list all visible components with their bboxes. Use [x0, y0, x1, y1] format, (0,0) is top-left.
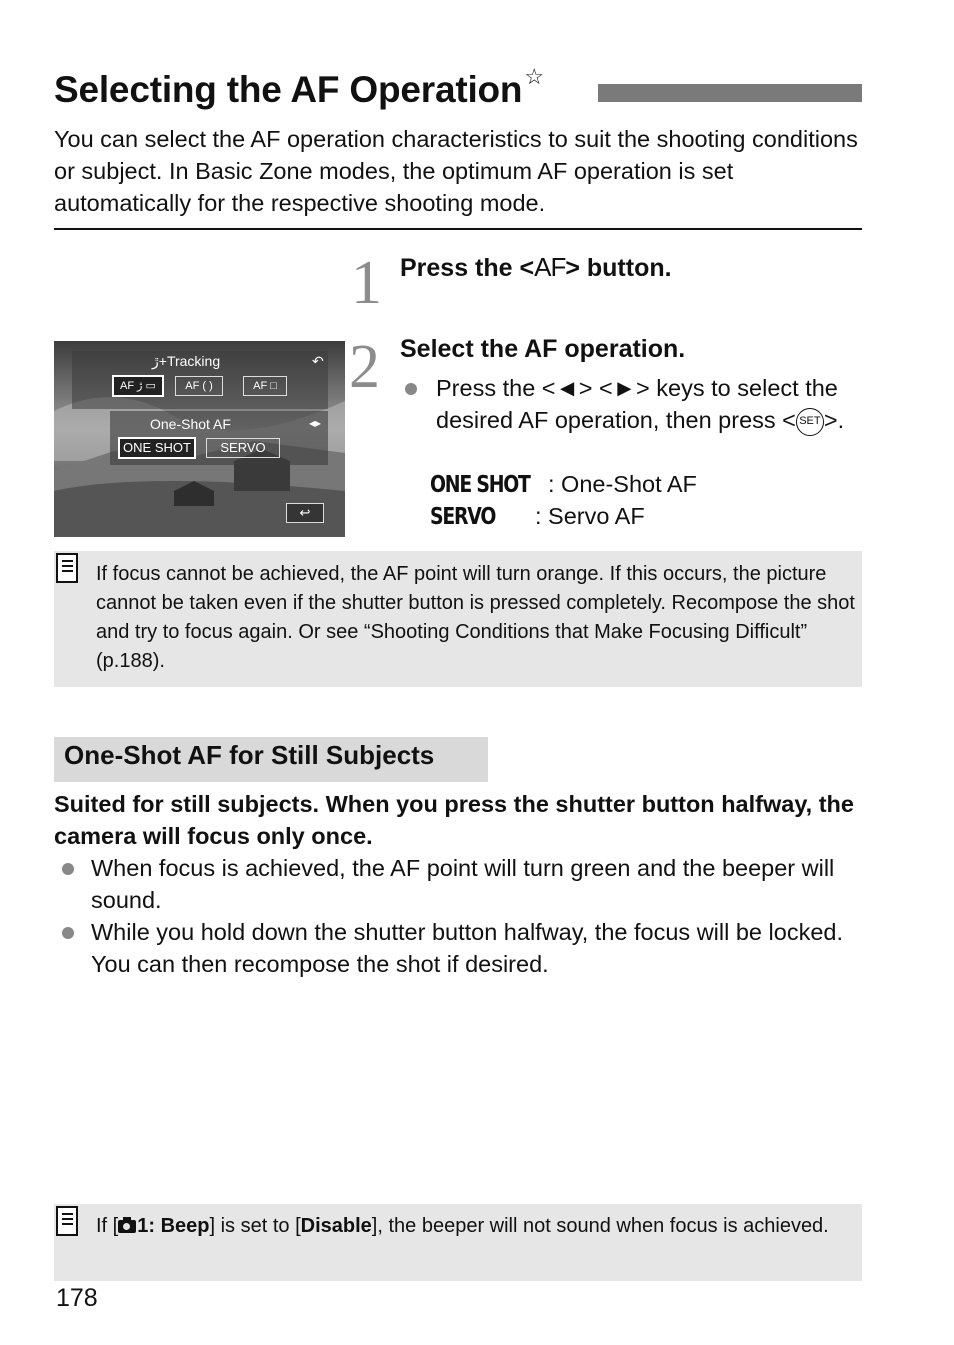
- bullet-icon: [62, 863, 74, 875]
- back-icon[interactable]: ↶: [312, 353, 324, 369]
- focus-note-text: If focus cannot be achieved, the AF point will turn orange. If this occurs, the picture cannot be taken even if the shutter button is pressed completely. Recompose the shot and try to focus again. Or see “Shooting Conditions that Make Focusing Difficult” (p.188).: [96, 563, 855, 672]
- af-method-face-tracking-button[interactable]: AF ڙ ▭: [112, 375, 164, 397]
- mode-one-shot-row: [430, 468, 697, 501]
- camera-icon: [118, 1220, 136, 1233]
- af-operation-title: One-Shot AF: [150, 416, 231, 432]
- one-shot-button[interactable]: ONE SHOT: [118, 437, 196, 459]
- step-1-text-before: Press the <: [400, 254, 535, 282]
- intro-paragraph: You can select the AF operation characteristics to suit the shooting conditions or subject. In Basic Zone modes, the optimum AF operation is set automatically for the respective shooting mode.: [54, 126, 858, 216]
- instruction-part4: >.: [823, 407, 845, 433]
- af-method-zone-button[interactable]: AF ( ): [175, 376, 223, 396]
- one-shot-label: ONE SHOT: [430, 472, 530, 498]
- page-title: [54, 64, 544, 111]
- instruction-part1: Press the <: [436, 375, 556, 401]
- mode-servo-row: [430, 500, 645, 533]
- one-shot-description: : One-Shot AF: [548, 471, 697, 497]
- servo-description: : Servo AF: [535, 503, 645, 529]
- servo-label: SERVO: [430, 504, 496, 530]
- note-icon: [56, 1206, 78, 1236]
- set-button-icon: SET: [796, 408, 824, 436]
- section-bullet-1: When focus is achieved, the AF point will turn green and the beeper will sound.: [91, 855, 835, 913]
- section-heading: One-Shot AF for Still Subjects: [54, 737, 488, 782]
- camera-screen-image: [54, 341, 345, 537]
- beep-value: Disable: [300, 1215, 372, 1237]
- beep-note-text: [96, 1212, 856, 1241]
- step-2-heading: Select the AF operation.: [400, 335, 686, 363]
- divider: [54, 228, 862, 230]
- page-number: 178: [56, 1284, 98, 1312]
- instruction-part3: > keys to select the desired AF operation, then press <: [436, 375, 838, 433]
- step-1-number: 1: [351, 249, 382, 317]
- bullet-icon: [405, 383, 417, 395]
- right-arrow-icon: ►: [612, 375, 637, 401]
- title-bar-decoration: [598, 84, 862, 102]
- left-arrow-icon: ◄: [555, 375, 579, 401]
- bullet-icon: [62, 927, 74, 939]
- af-method-single-button[interactable]: AF □: [243, 376, 287, 396]
- star-icon: ☆: [524, 64, 544, 89]
- note-icon: [56, 553, 78, 583]
- nav-arrows-icon: ◂▸: [309, 416, 322, 430]
- beep-menu-item: 1: Beep: [137, 1215, 210, 1237]
- af-method-label: ڙ+Tracking: [152, 353, 221, 369]
- step-1-heading: [400, 252, 672, 283]
- af-button-icon: AF: [534, 252, 566, 282]
- return-button[interactable]: ↩: [286, 503, 324, 523]
- step-1-text-after: > button.: [565, 254, 672, 282]
- beep-note-before: If [: [96, 1215, 119, 1237]
- instruction-part2: > <: [578, 375, 613, 401]
- servo-button[interactable]: SERVO: [206, 438, 280, 458]
- step-2-instruction: [436, 372, 864, 436]
- section-bullet-2: While you hold down the shutter button halfway, the focus will be locked. You can then recompose the shot if desired.: [91, 919, 843, 977]
- beep-note-middle: ] is set to [: [209, 1215, 301, 1237]
- beep-note-after: ], the beeper will not sound when focus is achieved.: [371, 1215, 829, 1237]
- title-text: Selecting the AF Operation: [54, 69, 523, 110]
- section-lead: Suited for still subjects. When you press the shutter button halfway, the camera will focus only once.: [54, 791, 854, 849]
- step-2-number: 2: [349, 333, 380, 401]
